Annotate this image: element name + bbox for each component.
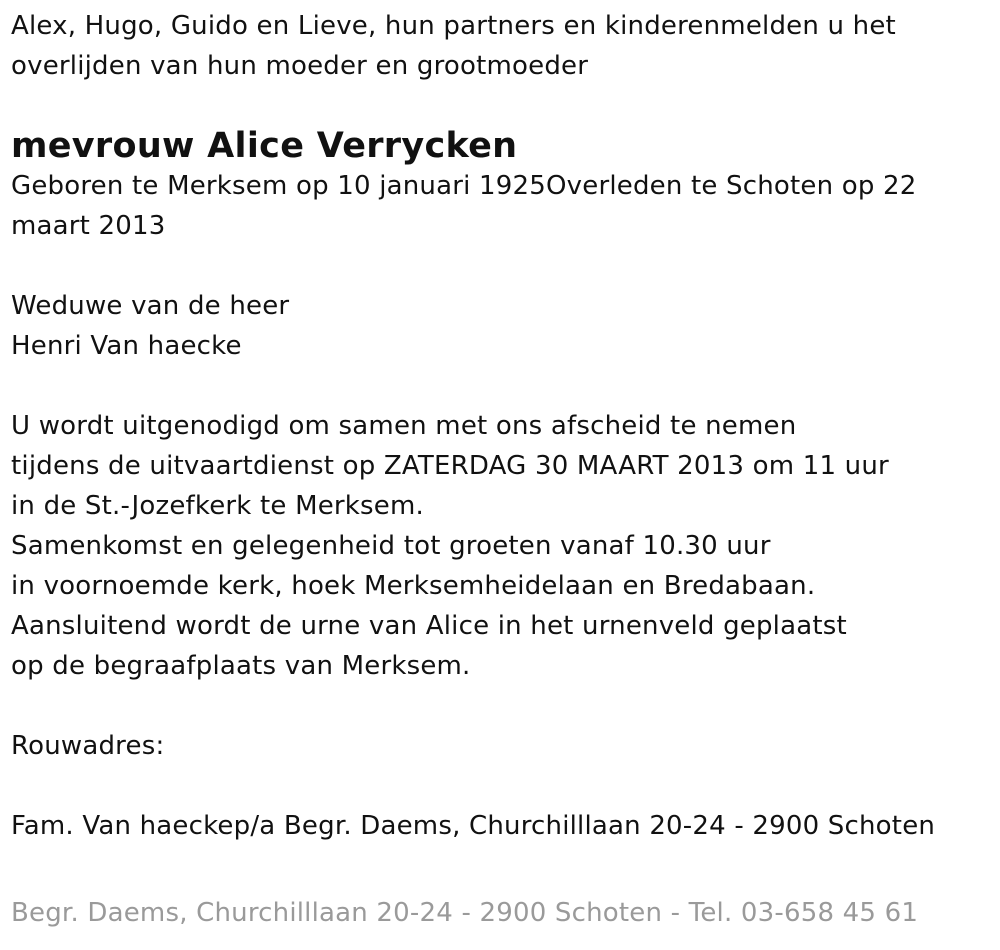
spacer [11, 366, 991, 406]
ceremony-line-5: in voornoemde kerk, hoek Merksemheidelaan en Bredabaan. [11, 571, 816, 601]
deceased-name: mevrouw Alice Verrycken [11, 126, 518, 166]
funeral-home-footer: Begr. Daems, Churchilllaan 20-24 - 2900 Schoten - Tel. 03-658 45 61 [11, 898, 919, 928]
spouse-line-2: Henri Van haecke [11, 331, 242, 361]
ceremony-line-3: in de St.-Jozefkerk te Merksem. [11, 491, 424, 521]
dates-line-1: Geboren te Merksem op 10 januari 1925Overleden te Schoten op 22 [11, 171, 917, 201]
death-notice [11, 6, 991, 846]
spacer [11, 246, 991, 286]
ceremony-line-6: Aansluitend wordt de urne van Alice in het urnenveld geplaatst [11, 611, 847, 641]
intro-line-1: Alex, Hugo, Guido en Lieve, hun partners en kinderenmelden u het [11, 11, 896, 41]
spacer [11, 686, 991, 726]
ceremony-line-7: op de begraafplaats van Merksem. [11, 651, 471, 681]
ceremony-line-1: U wordt uitgenodigd om samen met ons afscheid te nemen [11, 411, 797, 441]
ceremony-line-2: tijdens de uitvaartdienst op ZATERDAG 30 MAART 2013 om 11 uur [11, 451, 889, 481]
spacer [11, 766, 991, 806]
ceremony-line-4: Samenkomst en gelegenheid tot groeten vanaf 10.30 uur [11, 531, 771, 561]
mourning-address: Fam. Van haeckep/a Begr. Daems, Churchilllaan 20-24 - 2900 Schoten [11, 811, 936, 841]
intro-line-2: overlijden van hun moeder en grootmoeder [11, 51, 589, 81]
address-label: Rouwadres: [11, 731, 165, 761]
dates-line-2: maart 2013 [11, 211, 166, 241]
spouse-line-1: Weduwe van de heer [11, 291, 290, 321]
